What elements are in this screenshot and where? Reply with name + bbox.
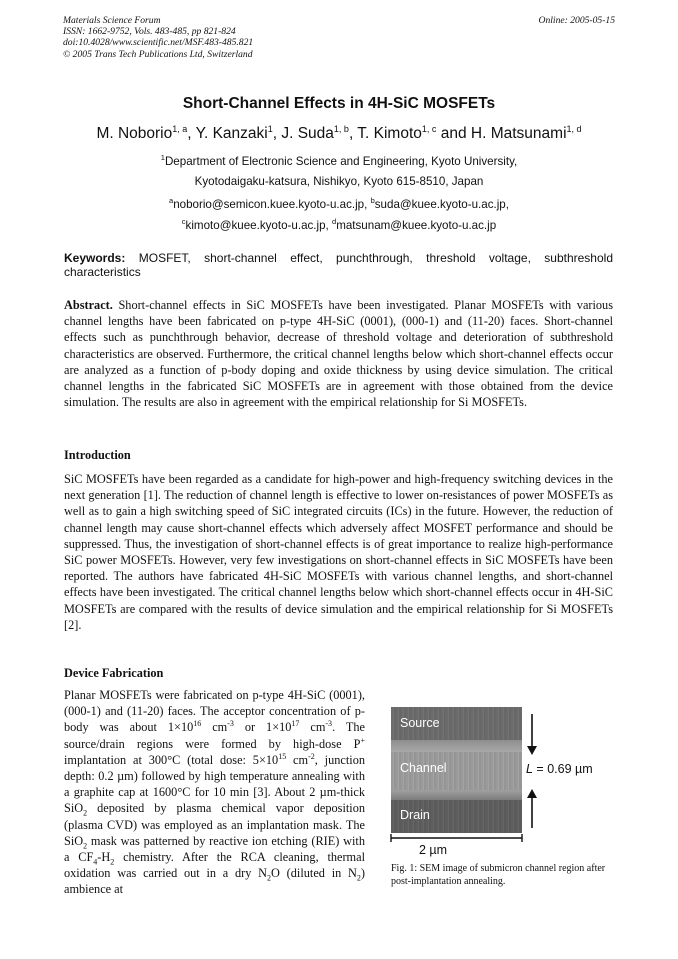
email-address: suda@kuee.kyoto-u.ac.jp, (374, 197, 509, 211)
author-affil-mark: 1, b (333, 124, 349, 134)
author-name: M. Noborio (96, 125, 173, 143)
channel-length-annotation (526, 762, 593, 776)
author-affil-mark: 1, c (421, 124, 437, 134)
author-name: Y. Kanzaki (195, 125, 268, 143)
journal-name: Materials Science Forum (63, 15, 161, 26)
email-mark: c (181, 217, 186, 226)
fabrication-text: Planar MOSFETs were fabricated on p-type 4H-SiC (0001), (000-1) and (11-20) faces. The acceptor concentration of p-body was about $1\times 10^{16}$ $cm^{-3}$ or $1\times 10^{17}$ $cm^{-3}$. The source/drain regions were formed by high-dose P+ implantation at 300°C (total dose: $5\times 10^{15}$ $cm^{-2}$, junction depth: 0.2 µm) followed by high temperature annealing with a graphite cap at 1600°C for 10 min [3]. About 2 µm-thick SiO$_2$ deposited by plasma chemical vapor deposition (plasma CVD) was employed as an implantation mask. The SiO$_2$ mask was patterned by reactive ion etching (RIE) with a $CF_4-H_2$ chemistry. After the RCA cleaning, thermal oxidation was carried out in a dry $N_2O$ (diluted in $N_2$) ambience at (64, 688, 366, 897)
length-value: = 0.69 µm (532, 762, 593, 776)
email-address: noborio@semicon.kuee.kyoto-u.ac.jp, (173, 197, 368, 211)
abstract-label: Abstract. (64, 298, 113, 312)
email-mark: a (169, 196, 174, 205)
abstract-text: Short-channel effects in SiC MOSFETs have been investigated. Planar MOSFETs with various channel lengths have been fabricated on p-type 4H-SiC (0001), (000-1) and (11-20) faces. Short-channel effects such as punchthrough behavior, decrease of threshold voltage and deterioration of subthreshold characteristics are observed. Furthermore, the critical channel lengths below which short-channel effects occur are analyzed as a function of p-body doping and oxide thickness by using device simulation. The critical channel lengths in the fabricated SiC MOSFETs are in agreement with those obtained from the device simulation. The results are also in agreement with the empirical relationship for Si MOSFETs. (64, 298, 613, 410)
fabrication-heading: Device Fabrication (64, 666, 164, 680)
channel-label: Channel (400, 761, 447, 775)
affiliation-line-2: Kyotodaigaku-katsura, Nishikyo, Kyoto 615-8510, Japan (194, 175, 484, 188)
affiliation-text: Department of Electronic Science and Engineering, Kyoto University, (164, 154, 518, 168)
author-name: H. Matsunami (470, 125, 567, 143)
author-affil-mark: 1 (267, 124, 273, 134)
keywords-text: MOSFET, short-channel effect, punchthrough, threshold voltage, subthreshold characteristics (64, 251, 613, 280)
affil-mark: 1 (160, 153, 165, 162)
author-conjunction: and (440, 125, 467, 143)
introduction-text: SiC MOSFETs have been regarded as a candidate for high-power and high-frequency switching devices in the next generation [1]. The reduction of channel length is effective to lower on-resistances of power MOSFETs as well as to gain a high switching speed of SiC integrated circuits (ICs) in the future. However, the reduction of channel length may cause short-channel effects which adversely affect MOSFET performance and should be suppressed. Thus, the investigation of short-channel effects is of great importance to realize high-performance SiC power MOSFETs. However, very few investigations on short-channel effects in SiC MOSFETs have been reported. The authors have fabricated 4H-SiC MOSFETs with various channel lengths, and short-channel effects have been investigated. The critical channel lengths below which short-channel effects occur in 4H-SiC MOSFETs are compared with the results of device simulation and the empirical relationship for Si MOSFETs [2]. (64, 472, 613, 632)
up-arrow-head (527, 789, 537, 798)
email-address: matsunam@kuee.kyoto-u.ac.jp (336, 218, 497, 232)
doi-line: doi:10.4028/www.scientific.net/MSF.483-485.821 (63, 37, 254, 49)
email-mark: b (370, 196, 375, 205)
author-affil-mark: 1, d (566, 124, 582, 134)
copyright-line: © 2005 Trans Tech Publications Ltd, Switzerland (63, 48, 253, 60)
length-symbol: L (526, 762, 533, 776)
introduction-heading: Introduction (64, 448, 131, 462)
scale-bar-label: 2 µm (419, 843, 448, 857)
down-arrow-head (527, 746, 537, 755)
author-name: J. Suda (281, 125, 334, 143)
figure-caption: Fig. 1: SEM image of submicron channel region after post-implantation annealing. (391, 863, 606, 887)
keywords-label: Keywords: (64, 251, 126, 265)
issn-line: ISSN: 1662-9752, Vols. 483-485, pp 821-824 (63, 26, 236, 38)
scale-bar (391, 834, 522, 842)
author-name: T. Kimoto (357, 125, 422, 143)
author-list: M. Noborio$^{1, a}$, Y. Kanzaki$^1$, J. Suda$^{1, b}$, T. Kimoto$^{1, c}$ and H. Matsunami$^{1, d}$ (96, 124, 582, 143)
paper-title: Short-Channel Effects in 4H-SiC MOSFETs (182, 95, 496, 112)
source-label: Source (400, 716, 440, 730)
email-mark: d (332, 217, 337, 226)
drain-label: Drain (400, 808, 430, 822)
author-affil-mark: 1, a (172, 124, 188, 134)
email-address: kimoto@kuee.kyoto-u.ac.jp, (185, 218, 329, 232)
online-date: Online: 2005-05-15 (538, 15, 615, 26)
